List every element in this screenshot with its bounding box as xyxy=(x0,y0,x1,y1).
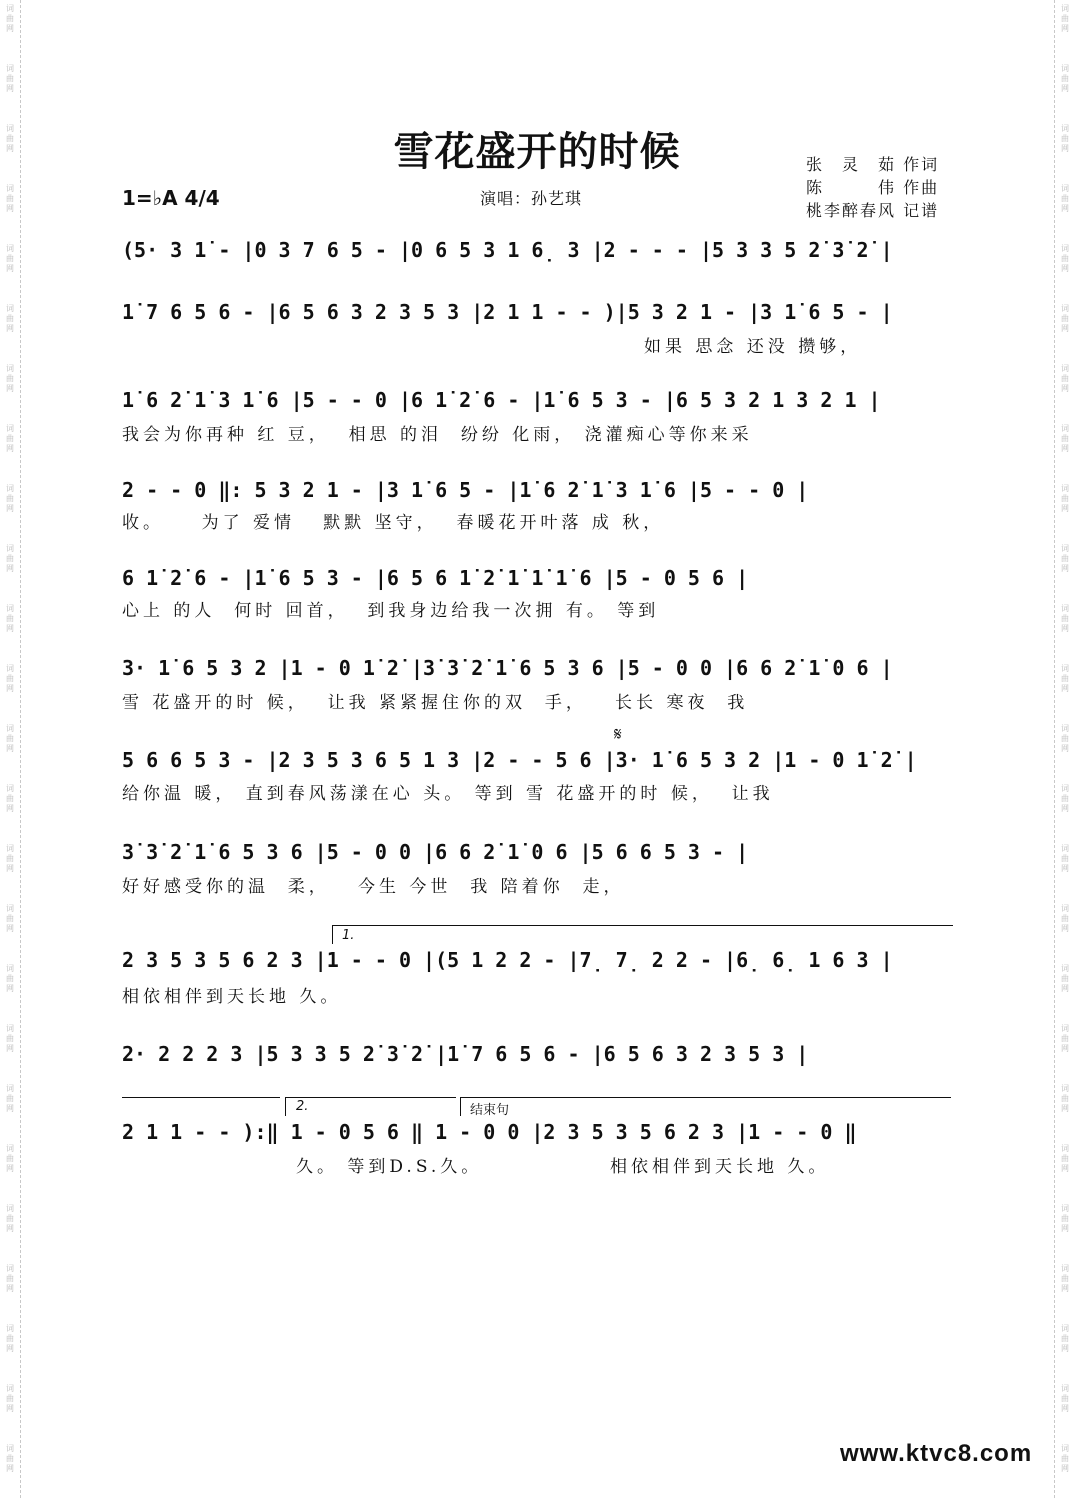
side-watermark-mark: 词 曲 网 xyxy=(6,664,14,693)
lyricist-credit: 张 灵 茹 作词 xyxy=(806,155,940,174)
notation-system-11: 2 1 1 - - ):‖ 1 - 0 5 6 ‖ 1 - 0 0 |2 3 5 3 5 6 2 3 |1 - - 0 ‖ xyxy=(122,1120,857,1144)
key-signature: 1=♭A 4/4 xyxy=(122,186,220,210)
notation-system-9: 2 3 5 3 5 6 2 3 |1 - - 0 |(5 1 2 2 - |7̣ 7̣ 2 2 - |6̣ 6̣ 1 6 3 | xyxy=(122,948,893,972)
left-margin-strip xyxy=(0,0,21,1498)
side-watermark-mark: 词 曲 网 xyxy=(6,964,14,993)
first-ending-label: 1. xyxy=(342,928,355,943)
side-watermark-mark: 词 曲 网 xyxy=(1061,244,1069,273)
side-watermark-mark: 词 曲 网 xyxy=(1061,724,1069,753)
second-ending-label: 2. xyxy=(296,1099,309,1114)
pre-ending-line xyxy=(122,1097,280,1098)
notation-system-1: (5· 3 1̇ - |0 3 7 6 5 - |0 6 5 3 1 6̣ 3 |2 - - - |5 3 3 5 2̇ 3̇ 2̇ | xyxy=(122,238,893,262)
lyrics-line-4: 收。 为了 爱情 默默 坚守， 春暖花开叶落 成 秋， xyxy=(122,513,665,533)
lyrics-line-8: 好好感受你的温 柔， 今生 今世 我 陪着你 走， xyxy=(122,877,625,897)
side-watermark-mark: 词 曲 网 xyxy=(1061,1084,1069,1113)
side-watermark-mark: 词 曲 网 xyxy=(1061,1264,1069,1293)
second-ending-bracket xyxy=(285,1097,456,1116)
segno-sign: 𝄋 xyxy=(614,724,622,745)
side-watermark-mark: 词 曲 网 xyxy=(6,844,14,873)
side-watermark-mark: 词 曲 网 xyxy=(6,304,14,333)
notation-system-10: 2· 2 2 2 3 |5 3 3 5 2̇ 3̇ 2̇ |1̇ 7 6 5 6 - |6 5 6 3 2 3 5 3 | xyxy=(122,1042,809,1066)
lyrics-line-11-coda: 相依相伴到天长地 久。 xyxy=(610,1157,830,1177)
notation-system-4: 2 - - 0 ‖: 5 3 2 1 - |3 1̇ 6 5 - |1̇ 6 2̇ 1̇ 3 1̇ 6 |5 - - 0 | xyxy=(122,478,809,502)
side-watermark-mark: 词 曲 网 xyxy=(1061,1324,1069,1353)
lyrics-line-6: 雪 花盛开的时 候， 让我 紧紧握住你的双 手， 长长 寒夜 我 xyxy=(122,693,749,713)
side-watermark-mark: 词 曲 网 xyxy=(6,244,14,273)
side-watermark-mark: 词 曲 网 xyxy=(6,1024,14,1053)
side-watermark-mark: 词 曲 网 xyxy=(6,604,14,633)
side-watermark-mark: 词 曲 网 xyxy=(1061,1384,1069,1413)
side-watermark-mark: 词 曲 网 xyxy=(1061,4,1069,33)
side-watermark-mark: 词 曲 网 xyxy=(1061,904,1069,933)
side-watermark-mark: 词 曲 网 xyxy=(1061,1144,1069,1173)
side-watermark-mark: 词 曲 网 xyxy=(6,1144,14,1173)
side-watermark-mark: 词 曲 网 xyxy=(6,724,14,753)
lyrics-line-3: 我会为你再种 红 豆， 相思 的泪 纷纷 化雨， 浇灌痴心等你来采 xyxy=(122,425,753,445)
side-watermark-mark: 词 曲 网 xyxy=(6,64,14,93)
side-watermark-mark: 词 曲 网 xyxy=(6,1384,14,1413)
notation-system-8: 3̇ 3̇ 2̇ 1̇ 6 5 3 6 |5 - 0 0 |6 6 2̇ 1̇ 0 6 |5 6 6 5 3 - | xyxy=(122,840,749,864)
right-margin-strip xyxy=(1054,0,1074,1498)
lyrics-line-7: 给你温 暖， 直到春风荡漾在心 头。 等到 雪 花盛开的时 候， 让我 xyxy=(122,784,774,804)
side-watermark-mark: 词 曲 网 xyxy=(6,1264,14,1293)
side-watermark-mark: 词 曲 网 xyxy=(1061,484,1069,513)
side-watermark-mark: 词 曲 网 xyxy=(6,364,14,393)
notation-system-7: 5 6 6 5 3 - |2 3 5 3 6 5 1 3 |2 - - 5 6 |3· 1̇ 6 5 3 2 |1 - 0 1̇ 2̇ | xyxy=(122,748,917,772)
side-watermark-mark: 词 曲 网 xyxy=(1061,844,1069,873)
side-watermark-mark: 词 曲 网 xyxy=(1061,544,1069,573)
side-watermark-mark: 词 曲 网 xyxy=(6,1084,14,1113)
coda-label: 结束句 xyxy=(470,1103,510,1118)
lyrics-line-9: 相依相伴到天长地 久。 xyxy=(122,987,342,1007)
side-watermark-mark: 词 曲 网 xyxy=(6,4,14,33)
notation-system-3: 1̇ 6 2̇ 1̇ 3 1̇ 6 |5 - - 0 |6 1̇ 2̇ 6 - |1̇ 6 5 3 - |6 5 3 2 1 3 2 1 | xyxy=(122,388,881,412)
side-watermark-mark: 词 曲 网 xyxy=(6,1204,14,1233)
side-watermark-mark: 词 曲 网 xyxy=(6,904,14,933)
transcriber-credit: 桃李醉春风 记谱 xyxy=(806,201,940,220)
song-title: 雪花盛开的时候 xyxy=(393,128,681,175)
first-ending-bracket xyxy=(332,925,953,944)
side-watermark-mark: 词 曲 网 xyxy=(6,424,14,453)
side-watermark-mark: 词 曲 网 xyxy=(1061,784,1069,813)
side-watermark-mark: 词 曲 网 xyxy=(1061,604,1069,633)
side-watermark-mark: 词 曲 网 xyxy=(1061,1204,1069,1233)
side-watermark-mark: 词 曲 网 xyxy=(1061,184,1069,213)
coda-bracket xyxy=(460,1097,951,1116)
lyrics-line-2: 如果 思念 还没 攒够， xyxy=(644,337,862,357)
lyrics-line-5: 心上 的人 何时 回首， 到我身边给我一次拥 有。 等到 xyxy=(122,601,660,621)
singer-credit: 演唱：孙艺琪 xyxy=(480,189,583,208)
composer-credit: 陈 伟 作曲 xyxy=(806,178,940,197)
side-watermark-mark: 词 曲 网 xyxy=(6,1444,14,1473)
side-watermark-mark: 词 曲 网 xyxy=(1061,304,1069,333)
lyrics-line-11: 久。 等到D.S.久。 xyxy=(296,1157,483,1177)
site-watermark: www.ktvc8.com xyxy=(840,1440,1033,1467)
side-watermark-mark: 词 曲 网 xyxy=(6,1324,14,1353)
side-watermark-mark: 词 曲 网 xyxy=(6,124,14,153)
notation-system-2: 1̇ 7 6 5 6 - |6 5 6 3 2 3 5 3 |2 1 1 - - )|5 3 2 1 - |3 1̇ 6 5 - | xyxy=(122,300,893,324)
side-watermark-mark: 词 曲 网 xyxy=(6,484,14,513)
notation-system-6: 3· 1̇ 6 5 3 2 |1 - 0 1̇ 2̇ |3̇ 3̇ 2̇ 1̇ 6 5 3 6 |5 - 0 0 |6 6 2̇ 1̇ 0 6 | xyxy=(122,656,893,680)
side-watermark-mark: 词 曲 网 xyxy=(1061,424,1069,453)
side-watermark-mark: 词 曲 网 xyxy=(6,784,14,813)
side-watermark-mark: 词 曲 网 xyxy=(1061,364,1069,393)
side-watermark-mark: 词 曲 网 xyxy=(1061,64,1069,93)
side-watermark-mark: 词 曲 网 xyxy=(6,184,14,213)
side-watermark-mark: 词 曲 网 xyxy=(1061,1024,1069,1053)
notation-system-5: 6 1̇ 2̇ 6 - |1̇ 6 5 3 - |6 5 6 1̇ 2̇ 1̇ 1̇ 1̇ 6 |5 - 0 5 6 | xyxy=(122,566,749,590)
side-watermark-mark: 词 曲 网 xyxy=(1061,964,1069,993)
side-watermark-mark: 词 曲 网 xyxy=(1061,1444,1069,1473)
side-watermark-mark: 词 曲 网 xyxy=(1061,664,1069,693)
side-watermark-mark: 词 曲 网 xyxy=(6,544,14,573)
side-watermark-mark: 词 曲 网 xyxy=(1061,124,1069,153)
